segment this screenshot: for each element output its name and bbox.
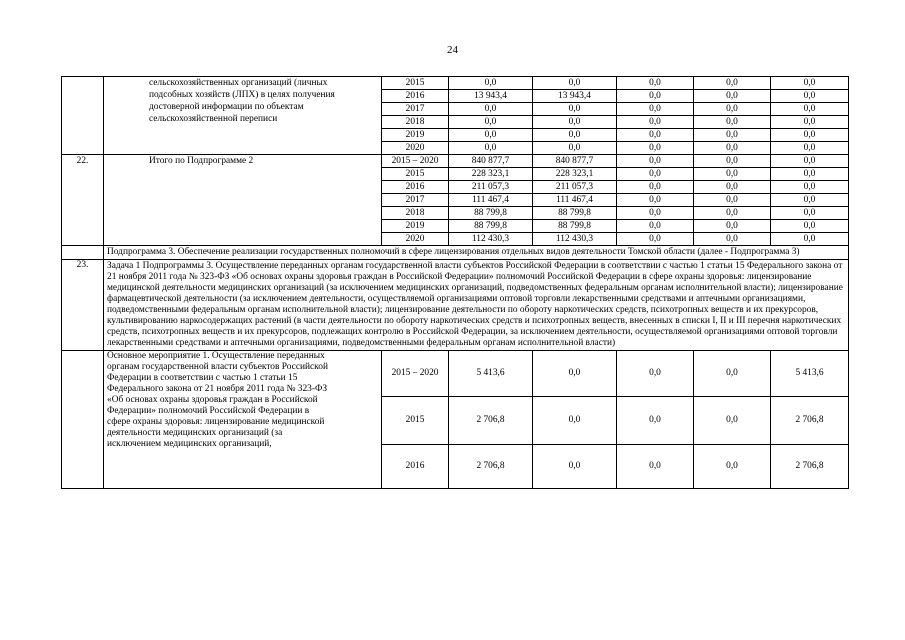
value-cell: 0,0 [771,77,849,90]
value-cell: 0,0 [771,90,849,103]
value-cell: 2 706,8 [771,445,849,489]
row-number-cell [62,246,104,260]
value-cell: 0,0 [617,445,694,489]
year-cell: 2020 [382,142,449,155]
year-cell: 2015 [382,77,449,90]
value-cell: 0,0 [771,116,849,129]
value-cell: 0,0 [694,351,771,397]
year-cell: 2017 [382,194,449,207]
value-cell: 0,0 [694,220,771,233]
value-cell: 211 057,3 [449,181,533,194]
value-cell: 0,0 [694,103,771,116]
value-cell: 0,0 [617,194,694,207]
value-cell: 0,0 [771,194,849,207]
value-cell: 0,0 [449,103,533,116]
year-cell: 2016 [382,181,449,194]
value-cell: 88 799,8 [449,207,533,220]
row-description: Итого по Подпрограмме 2 [104,155,382,246]
value-cell: 0,0 [617,233,694,246]
value-cell: 0,0 [617,142,694,155]
value-cell: 0,0 [694,233,771,246]
value-cell: 211 057,3 [533,181,617,194]
value-cell: 88 799,8 [449,220,533,233]
value-cell: 0,0 [617,90,694,103]
value-cell: 0,0 [694,129,771,142]
value-cell: 0,0 [694,445,771,489]
task-description: Задача 1 Подпрограммы 3. Осуществление переданных органам государственной власти субъектов Российской Федерации в соответствии с частью 1 статьи 15 Федерального закона от 21 ноября 2011 года № 323-ФЗ «Об основах охраны здоровья граждан в Российской Федерации» полномочий Российской Федерации в сфере охраны здоровья: лицензирование медицинской деятельности медицинских организаций (за исключением медицинских организаций, подведомственных федеральным органам исполнительной власти); лицензирование фармацевтической деятельности (за исключением деятельности, осуществляемой организациями оптовой торговли лекарственными средствами и аптечными организациями, подведомственными федеральным органам исполнительной власти); лицензирование деятельности по обороту наркотических средств, психотропных веществ и их прекурсоров, культивированию наркосодержащих растений (в части деятельности по обороту наркотических средств и психотропных веществ, внесенных в списки I, II и III перечня наркотических средств, психотропных веществ и их прекурсоров, подлежащих контролю в Российской Федерации, за исключением деятельности, осуществляемой организациями оптовой торговли лекарственными средствами и аптечными организациями, подведомственными федеральным органам исполнительной власти) [104,260,849,351]
row-number-cell [62,351,104,489]
value-cell: 0,0 [533,445,617,489]
value-cell: 228 323,1 [533,168,617,181]
year-cell: 2018 [382,207,449,220]
value-cell: 88 799,8 [533,220,617,233]
value-cell: 0,0 [617,103,694,116]
value-cell: 111 467,4 [533,194,617,207]
value-cell: 0,0 [449,142,533,155]
row-number-cell: 23. [62,260,104,351]
value-cell: 0,0 [771,155,849,168]
table-row [62,155,849,168]
value-cell: 0,0 [533,129,617,142]
value-cell: 112 430,3 [449,233,533,246]
value-cell: 0,0 [617,155,694,168]
value-cell: 0,0 [533,103,617,116]
value-cell: 13 943,4 [449,90,533,103]
value-cell: 0,0 [617,207,694,220]
value-cell: 0,0 [533,116,617,129]
year-cell: 2018 [382,116,449,129]
year-cell: 2020 [382,233,449,246]
year-cell: 2016 [382,90,449,103]
value-cell: 88 799,8 [533,207,617,220]
value-cell: 0,0 [617,77,694,90]
value-cell: 0,0 [694,142,771,155]
value-cell: 13 943,4 [533,90,617,103]
value-cell: 2 706,8 [771,397,849,445]
value-cell: 0,0 [617,351,694,397]
value-cell: 0,0 [694,194,771,207]
value-cell: 5 413,6 [449,351,533,397]
value-cell: 2 706,8 [449,397,533,445]
value-cell: 0,0 [771,220,849,233]
value-cell: 0,0 [694,207,771,220]
table-row [62,246,849,260]
table-row [62,260,849,351]
value-cell: 0,0 [533,142,617,155]
value-cell: 0,0 [533,77,617,90]
value-cell: 0,0 [694,116,771,129]
year-cell: 2019 [382,129,449,142]
measure-description: Основное мероприятие 1. Осуществление переданных органам государственной власти субъектов Российской Федерации в соответствии с частью 1 статьи 15 Федерального закона от 21 ноября 2011 года № 323-ФЗ «Об основах охраны здоровья граждан в Российской Федерации» полномочий Российской Федерации в сфере охраны здоровья: лицензирование медицинской деятельности медицинских организаций (за исключением медицинских организаций, [104,351,382,489]
value-cell: 0,0 [694,77,771,90]
table-row [62,351,849,397]
year-cell: 2015 – 2020 [382,155,449,168]
year-cell: 2016 [382,445,449,489]
value-cell: 0,0 [449,129,533,142]
value-cell: 0,0 [533,397,617,445]
budget-table [61,76,849,489]
row-description: сельскохозяйственных организаций (личных подсобных хозяйств (ЛПХ) в целях получения достоверной информации по объектам сельскохозяйственной переписи [104,77,382,155]
value-cell: 840 877,7 [449,155,533,168]
value-cell: 0,0 [771,129,849,142]
year-cell: 2015 [382,397,449,445]
value-cell: 0,0 [617,168,694,181]
value-cell: 0,0 [771,181,849,194]
value-cell: 0,0 [694,90,771,103]
year-cell: 2017 [382,103,449,116]
value-cell: 0,0 [694,155,771,168]
value-cell: 112 430,3 [533,233,617,246]
value-cell: 0,0 [617,397,694,445]
value-cell: 0,0 [771,168,849,181]
value-cell: 0,0 [771,103,849,116]
subprogram-heading: Подпрограмма 3. Обеспечение реализации государственных полномочий в сфере лицензирования отдельных видов деятельности Томской области (далее - Подпрограмма 3) [104,246,849,260]
year-cell: 2015 – 2020 [382,351,449,397]
value-cell: 0,0 [617,181,694,194]
value-cell: 2 706,8 [449,445,533,489]
year-cell: 2015 [382,168,449,181]
value-cell: 0,0 [449,116,533,129]
table-row [62,77,849,90]
value-cell: 0,0 [694,181,771,194]
value-cell: 0,0 [694,168,771,181]
row-number-cell [62,77,104,155]
value-cell: 111 467,4 [449,194,533,207]
year-cell: 2019 [382,220,449,233]
value-cell: 0,0 [694,397,771,445]
value-cell: 0,0 [533,351,617,397]
value-cell: 0,0 [617,220,694,233]
value-cell: 5 413,6 [771,351,849,397]
value-cell: 228 323,1 [449,168,533,181]
value-cell: 0,0 [617,129,694,142]
row-number-cell: 22. [62,155,104,246]
value-cell: 0,0 [617,116,694,129]
value-cell: 0,0 [771,207,849,220]
value-cell: 0,0 [771,233,849,246]
value-cell: 0,0 [449,77,533,90]
value-cell: 0,0 [771,142,849,155]
value-cell: 840 877,7 [533,155,617,168]
page-number: 24 [447,44,458,56]
